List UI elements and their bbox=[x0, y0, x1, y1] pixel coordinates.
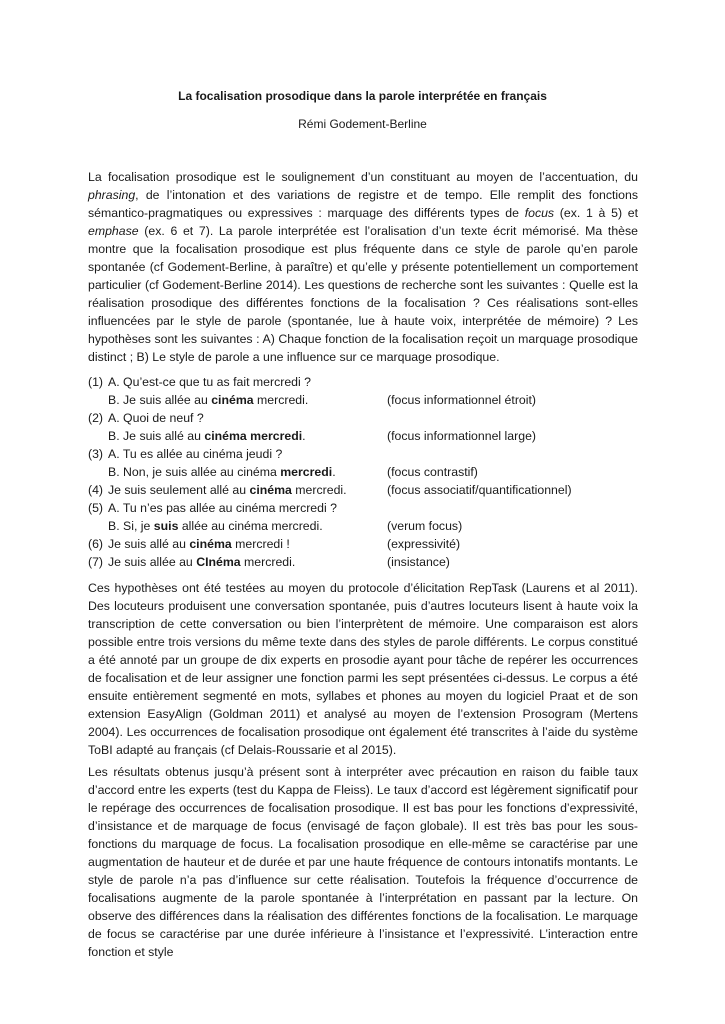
example-function: (expressivité) bbox=[387, 537, 461, 551]
intro-em-emphase: emphase bbox=[88, 224, 139, 238]
example-row bbox=[88, 517, 648, 535]
intro-text-1: La focalisation prosodique est le soulignement d’un constituant au moyen de l’accentuation, du bbox=[88, 170, 638, 184]
example-row bbox=[88, 427, 648, 445]
example-number: (7) bbox=[88, 555, 104, 569]
example-sentence: A. Quoi de neuf ? bbox=[108, 411, 204, 425]
example-sentence: Je suis seulement allé au cinéma mercredi. bbox=[108, 483, 347, 497]
example-sentence: B. Je suis allée au cinéma mercredi. bbox=[108, 393, 309, 407]
intro-text-2: , de l’intonation et des variations de registre et de tempo. Elle remplit des fonctions sémantico-pragmatiques ou expressives : marquage des différents types de bbox=[88, 188, 638, 220]
example-number: (5) bbox=[88, 501, 104, 515]
example-function: (focus informationnel large) bbox=[387, 429, 536, 443]
example-sentence: A. Tu es allée au cinéma jeudi ? bbox=[108, 447, 283, 461]
paragraph-results: Les résultats obtenus jusqu’à présent sont à interpréter avec précaution en raison du faible taux d’accord entre les experts (test du Kappa de Fleiss). Le taux d’accord est légèrement significatif pour le repérage des occurrences de focalisation prosodique. Il est bas pour les fonctions d’expressivité, d’insistance et de marquage de focus (envisagé de façon globale). Il est très bas pour les sous-fonctions du marquage de focus. La focalisation prosodique en elle-même se caractérise par une augmentation de hauteur et de durée et par une haute fréquence de contours intonatifs montants. Le style de parole n’a pas d’influence sur cette réalisation. Toutefois la fréquence d’occurrence de focalisations augmente de la parole spontanée à l’interprétation en passant par la lecture. On observe des différences dans la réalisation des différentes fonctions de la focalisation. Le marquage de focus se caractérise par une durée inférieure à l’insistance et l’expressivité. L’interaction entre fonction et style bbox=[88, 765, 638, 959]
example-number: (4) bbox=[88, 483, 104, 497]
paper-author: Rémi Godement-Berline bbox=[298, 117, 427, 131]
example-number: (2) bbox=[88, 411, 104, 425]
example-row bbox=[88, 481, 648, 499]
example-row bbox=[88, 373, 648, 391]
example-function: (focus informationnel étroit) bbox=[387, 393, 536, 407]
example-function: (focus associatif/quantificationnel) bbox=[387, 483, 572, 497]
example-row bbox=[88, 463, 648, 481]
example-number: (1) bbox=[88, 375, 104, 389]
intro-em-phrasing: phrasing bbox=[88, 188, 136, 202]
example-sentence: A. Qu’est-ce que tu as fait mercredi ? bbox=[108, 375, 311, 389]
example-sentence: B. Non, je suis allée au cinéma mercredi. bbox=[108, 465, 336, 479]
example-row bbox=[88, 499, 648, 517]
paper-title: La focalisation prosodique dans la parole interprétée en français bbox=[178, 89, 547, 103]
example-number: (6) bbox=[88, 537, 104, 551]
example-function: (insistance) bbox=[387, 555, 450, 569]
example-function: (verum focus) bbox=[387, 519, 463, 533]
example-row bbox=[88, 391, 648, 409]
example-sentence: A. Tu n’es pas allée au cinéma mercredi ? bbox=[108, 501, 337, 515]
examples-list bbox=[88, 373, 648, 571]
example-sentence: Je suis allé au cinéma mercredi ! bbox=[108, 537, 290, 551]
paragraph-introduction bbox=[88, 168, 638, 366]
intro-text-3: (ex. 1 à 5) et bbox=[554, 206, 639, 220]
intro-em-focus: focus bbox=[524, 206, 555, 220]
intro-text-4: (ex. 6 et 7). La parole interprétée est l’oralisation d’un texte écrit mémorisé. Ma thèse montre que la focalisation prosodique est plus fréquente dans ce style de parole qu’en parole spontanée (cf Godement-Berline, à paraître) et qu’elle y présente potentiellement un comportement particulier (cf Godement-Berline 2014). Les questions de recherche sont les suivantes : Quelle est la réalisation prosodique des différentes fonctions de la focalisation ? Ces réalisations sont-elles influencées par le style de parole (spontanée, lue à haute voix, interprétée de mémoire) ? Les hypothèses sont les suivantes : A) Chaque fonction de la focalisation reçoit un marquage prosodique distinct ; B) Le style de parole a une influence sur ce marquage prosodique. bbox=[88, 224, 638, 364]
example-row bbox=[88, 409, 648, 427]
example-number: (3) bbox=[88, 447, 104, 461]
example-row bbox=[88, 535, 648, 553]
example-row bbox=[88, 445, 648, 463]
example-sentence: B. Si, je suis allée au cinéma mercredi. bbox=[108, 519, 323, 533]
example-sentence: Je suis allée au CInéma mercredi. bbox=[108, 555, 296, 569]
paragraph-methodology: Ces hypothèses ont été testées au moyen du protocole d’élicitation RepTask (Laurens et al 2011). Des locuteurs produisent une conversation spontanée, puis d’autres locuteurs lisent à haute voix la transcription de cette conversation ou bien l’interprètent de mémoire. Une comparaison est alors possible entre trois versions du même texte dans des styles de parole différents. Le corpus constitué a été annoté par un groupe de dix experts en prosodie ayant pour tâche de repérer les occurrences de focalisation et de leur assigner une fonction parmi les sept présentées ci-dessus. Le corpus a été ensuite entièrement segmenté en mots, syllabes et phones au moyen du logiciel Praat et de son extension EasyAlign (Goldman 2011) et analysé au moyen de l’extension Prosogram (Mertens 2004). Les occurrences de focalisation prosodique ont également été transcrites à l’aide du système ToBI adapté au français (cf Delais-Roussarie et al 2015). bbox=[88, 581, 638, 757]
example-sentence: B. Je suis allé au cinéma mercredi. bbox=[108, 429, 306, 443]
example-function: (focus contrastif) bbox=[387, 465, 478, 479]
example-row bbox=[88, 553, 648, 571]
